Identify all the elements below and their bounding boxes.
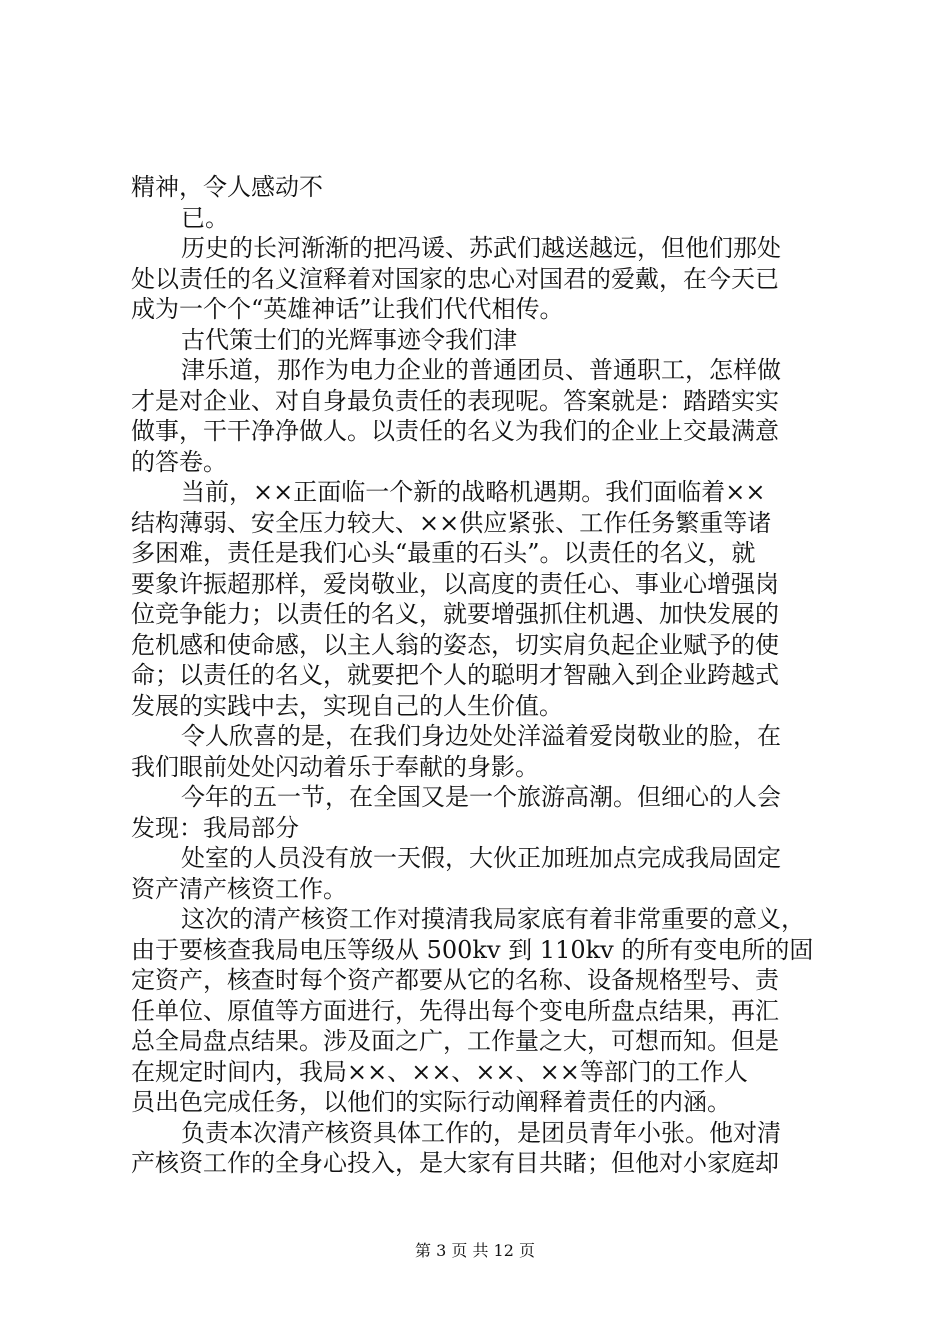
text-line: 才是对企业、对自身最负责任的表现呢。答案就是：踏踏实实 — [131, 386, 779, 415]
text-line: 这次的清产核资工作对摸清我局家底有着非常重要的意义， — [181, 905, 805, 933]
document-body — [131, 172, 835, 1179]
text-line: 发展的实践中去，实现自己的人生价值。 — [131, 691, 563, 720]
text-line: 做事，干干净净做人。以责任的名义为我们的企业上交最满意 — [131, 417, 779, 445]
text-line: 资产清产核资工作。 — [131, 874, 347, 903]
text-line: 多困难，责任是我们心头“最重的石头”。以责任的名义，就 — [131, 539, 756, 567]
text-line: 由于要核查我局电压等级从 500kv 到 110kv 的所有变电所的固 — [131, 935, 814, 964]
text-line: 定资产，核查时每个资产都要从它的名称、设备规格型号、责 — [131, 966, 779, 994]
text-line: 产核资工作的全身心投入，是大家有目共睹；但他对小家庭却 — [131, 1149, 779, 1177]
page-footer: 第 3 页 共 12 页 — [415, 1241, 535, 1260]
text-line: 的答卷。 — [131, 447, 227, 476]
text-line: 在规定时间内，我局××、××、××、××等部门的工作人 — [131, 1057, 748, 1086]
text-line: 成为一个个“英雄神话”让我们代代相传。 — [131, 295, 564, 323]
text-line: 命；以责任的名义，就要把个人的聪明才智融入到企业跨越式 — [131, 661, 779, 689]
text-line: 精神，令人感动不 — [131, 173, 323, 201]
text-line: 处室的人员没有放一天假，大伙正加班加点完成我局固定 — [181, 844, 781, 872]
text-line: 要象许振超那样，爱岗敬业，以高度的责任心、事业心增强岗 — [131, 569, 779, 598]
text-line: 已。 — [181, 203, 229, 232]
text-line: 处以责任的名义渲释着对国家的忠心对国君的爱戴，在今天已 — [131, 264, 779, 293]
text-line: 令人欣喜的是，在我们身边处处洋溢着爱岗敬业的脸，在 — [181, 722, 781, 750]
text-line: 今年的五一节，在全国又是一个旅游高潮。但细心的人会 — [181, 783, 781, 811]
text-line: 任单位、原值等方面进行，先得出每个变电所盘点结果，再汇 — [131, 996, 779, 1025]
text-line: 结构薄弱、安全压力较大、××供应紧张、工作任务繁重等诸 — [131, 508, 772, 537]
text-line: 发现：我局部分 — [131, 813, 299, 842]
text-line: 津乐道，那作为电力企业的普通团员、普通职工，怎样做 — [181, 356, 781, 384]
text-line: 历史的长河渐渐的把冯谖、苏武们越送越远，但他们那处 — [181, 234, 781, 262]
text-line: 员出色完成任务，以他们的实际行动阐释着责任的内涵。 — [131, 1088, 731, 1116]
text-line: 负责本次清产核资具体工作的，是团员青年小张。他对清 — [181, 1118, 781, 1147]
text-line: 我们眼前处处闪动着乐于奉献的身影。 — [131, 752, 539, 781]
text-line: 危机感和使命感，以主人翁的姿态，切实肩负起企业赋予的使 — [131, 630, 779, 659]
text-line: 古代策士们的光辉事迹令我们津 — [181, 325, 517, 354]
text-line: 总全局盘点结果。涉及面之广，工作量之大，可想而知。但是 — [131, 1027, 779, 1055]
text-line: 当前，××正面临一个新的战略机遇期。我们面临着×× — [181, 478, 766, 506]
text-line: 位竞争能力；以责任的名义，就要增强抓住机遇、加快发展的 — [131, 600, 779, 628]
